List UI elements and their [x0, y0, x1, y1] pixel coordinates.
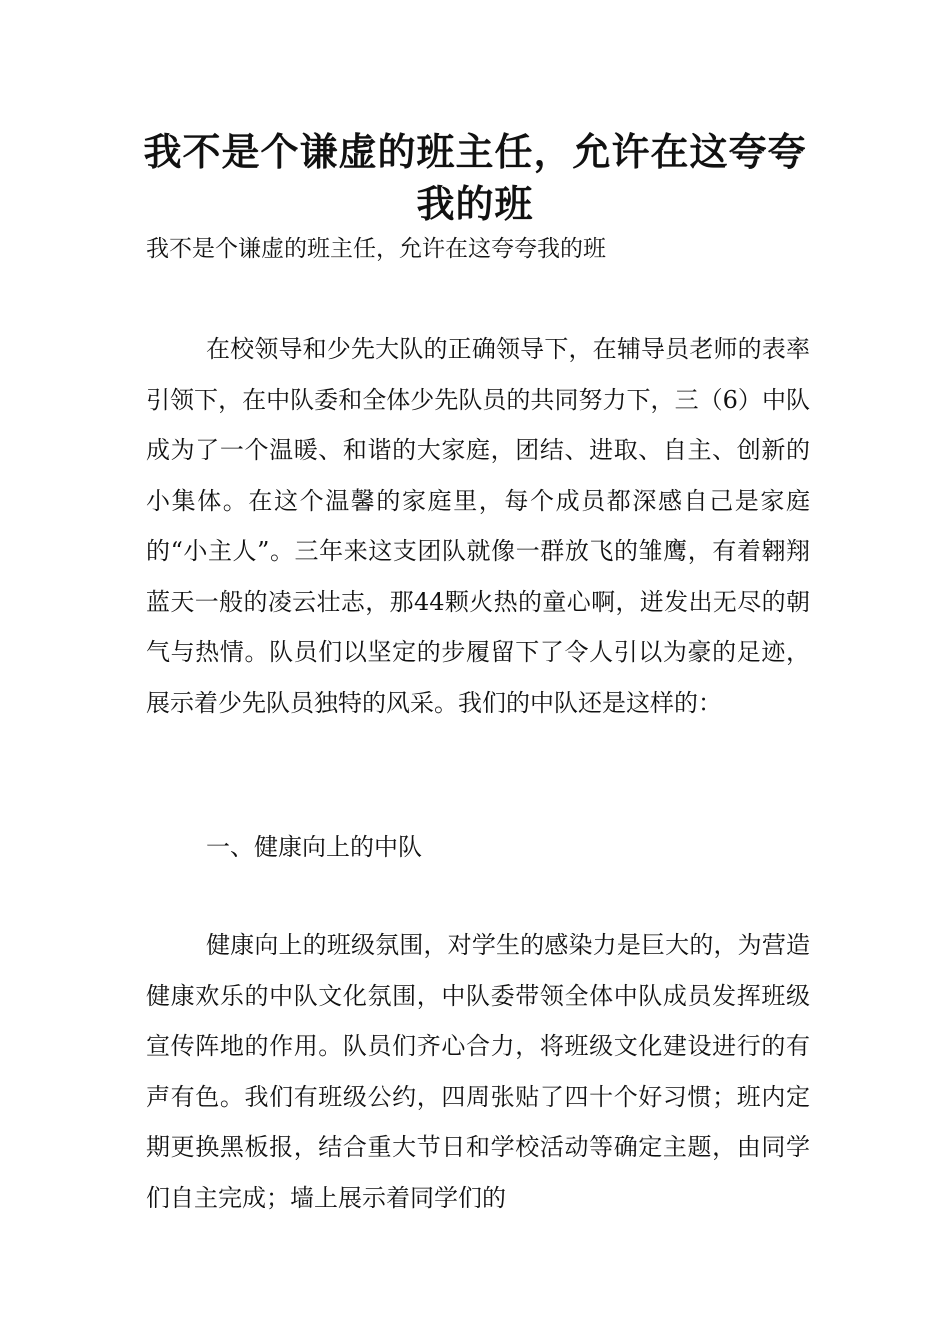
document-subtitle: 我不是个谦虚的班主任，允许在这夸夸我的班: [146, 236, 606, 262]
document-title: 我不是个谦虚的班主任，允许在这夸夸我的班: [143, 130, 807, 226]
section-heading: 一、健康向上的中队: [206, 833, 422, 861]
paragraph-intro: 在校领导和少先大队的正确领导下，在辅导员老师的表率引领下，在中队委和全体少先队员的共同努力下，三（6）中队成为了一个温暖、和谐的大家庭，团结、进取、自主、创新的小集体。在这个温馨的家庭里，每个成员都深感自己是家庭的“小主人”。三年来这支团队就像一群放飞的雏鹰，有着翱翔蓝天一般的凌云壮志，那44颗火热的童心啊，迸发出无尽的朝气与热情。队员们以坚定的步履留下了令人引以为豪的足迹，展示着少先队员独特的风采。我们的中队还是这样的：: [146, 335, 810, 717]
paragraph-section-1: 健康向上的班级氛围，对学生的感染力是巨大的，为营造健康欢乐的中队文化氛围，中队委带领全体中队成员发挥班级宣传阵地的作用。队员们齐心合力，将班级文化建设进行的有声有色。我们有班级公约，四周张贴了四十个好习惯；班内定期更换黑板报，结合重大节日和学校活动等确定主题，由同学们自主完成；墙上展示着同学们的: [146, 931, 810, 1212]
